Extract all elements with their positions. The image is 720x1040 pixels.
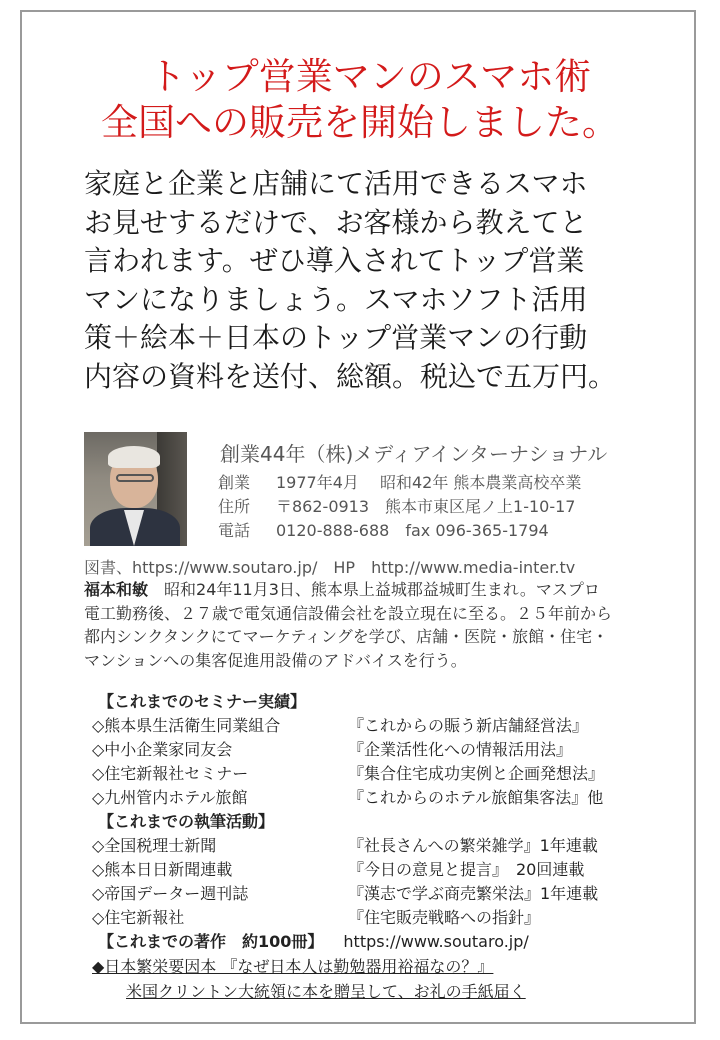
seminar-item: ◇九州管内ホテル旅館 『これからのホテル旅館集客法』他 (92, 788, 604, 807)
writing-item: ◇帝国データー週刊誌 『漢志で学ぶ商売繁栄法』1年連載 (92, 884, 599, 903)
company-name: 創業44年（株)メディアインターナショナル (220, 442, 608, 466)
intro-line: 内容の資料を送付、総額。税込で五万円。 (84, 359, 617, 393)
headline-line-1: トップ営業マンのスマホ術 (148, 55, 592, 98)
seminar-item: ◇住宅新報社セミナー 『集合住宅成功実例と企画発想法』 (92, 764, 605, 783)
phone-label: 電話 (218, 521, 251, 540)
writing-item: ◇熊本日日新聞連載 『今日の意見と提言』 20回連載 (92, 860, 585, 879)
address-value: 〒862-0913 熊本市東区尾ノ上1-10-17 (276, 497, 576, 516)
writing-section (92, 810, 599, 930)
intro-line: 家庭と企業と店舗にて活用できるスマホ (84, 167, 588, 200)
website-urls: 図書、https://www.soutaro.jp/ HP http://www.media-inter.tv (84, 558, 576, 577)
intro-text (84, 165, 644, 396)
seminar-item: ◇熊本県生活衛生同業組合 『これからの賑う新店舗経営法』 (92, 716, 589, 735)
author-name: 福本和敏 (84, 580, 149, 599)
company-founded (218, 470, 581, 493)
writing-item: ◇住宅新報社 『住宅販売戦略への指針』 (92, 908, 541, 927)
clinton-letter-link[interactable]: 米国クリントン大統領に本を贈呈して、お礼の手紙届く (126, 982, 526, 1001)
intro-line: 策＋絵本＋日本のトップ営業マンの行動 (84, 321, 588, 354)
company-phone (218, 518, 549, 541)
bio-line: 電工勤務後、２７歳で電気通信設備会社を設立現在に至る。２５年前から (84, 603, 613, 623)
writing-heading: 【これまでの執筆活動】 (98, 812, 275, 831)
address-label: 住所 (218, 497, 251, 516)
seminar-section (92, 690, 605, 810)
author-photo (84, 432, 187, 546)
book-link[interactable]: ◆日本繁栄要因本 『なぜ日本人は勤勉器用裕福なの？』 (92, 957, 494, 976)
bio-line: マンションへの集客促進用設備のアドバイスを行う。 (84, 650, 467, 670)
intro-line: マンになりましょう。スマホソフト活用 (84, 282, 588, 316)
bio-line: 昭和24年11月3日、熊本県上益城郡益城町生まれ。マスプロ (148, 580, 600, 599)
headline-line-2: 全国への販売を開始しました。 (101, 101, 619, 144)
founded-value: 1977年4月 昭和42年 熊本農業高校卒業 (276, 473, 582, 492)
books-line (98, 930, 529, 954)
bio-line: 都内シンクタンクにてマーケティングを学び、店舗・医院・旅館・住宅・ (84, 627, 609, 646)
author-bio (84, 578, 684, 672)
books-heading: 【これまでの著作 約100冊】 (98, 932, 324, 951)
intro-line: 言われます。ぜひ導入されてトップ営業 (84, 244, 585, 277)
founded-label: 創業 (218, 473, 251, 492)
books-url[interactable]: https://www.soutaro.jp/ (343, 932, 529, 951)
intro-line: お見せするだけで、お客様から教えてと (84, 205, 588, 239)
phone-value: 0120-888-688 fax 096-365-1794 (276, 521, 549, 540)
company-address (218, 494, 575, 517)
writing-item: ◇全国税理士新聞 『社長さんへの繁栄雑学』1年連載 (92, 836, 598, 855)
seminar-heading: 【これまでのセミナー実績】 (98, 692, 307, 711)
seminar-item: ◇中小企業家同友会 『企業活性化への情報活用法』 (92, 740, 573, 759)
